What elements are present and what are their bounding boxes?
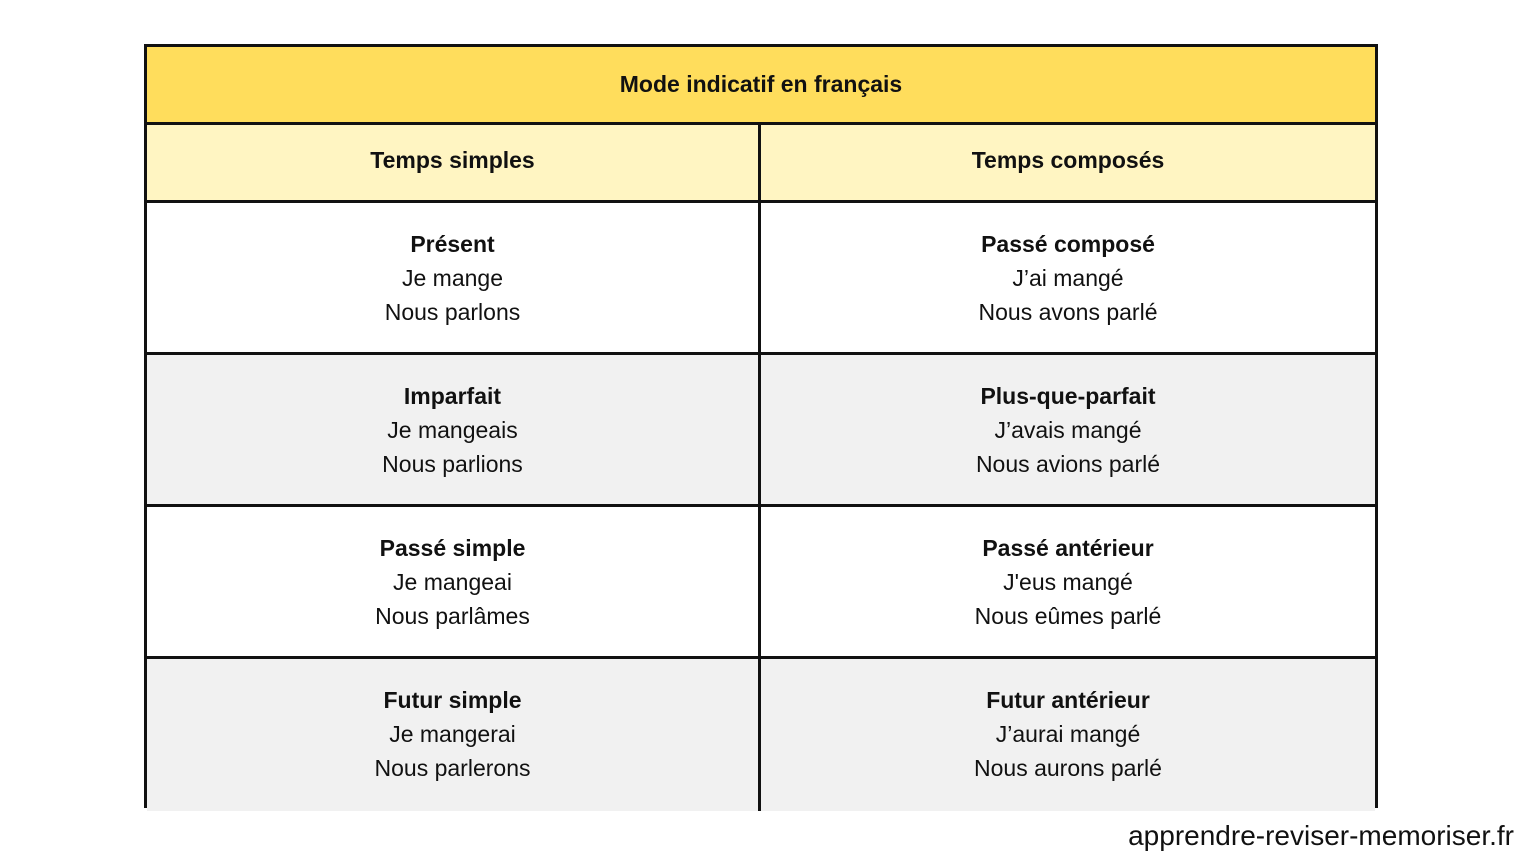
tense-name: Présent bbox=[410, 231, 495, 257]
example-1: Je mangeai bbox=[393, 569, 512, 595]
table-title: Mode indicatif en français bbox=[147, 47, 1375, 125]
example-2: Nous aurons parlé bbox=[974, 755, 1162, 781]
table-cell-simple bbox=[147, 355, 761, 507]
tense-name: Passé composé bbox=[981, 231, 1155, 257]
header-temps-simples: Temps simples bbox=[147, 125, 761, 203]
table-cell-compose bbox=[761, 355, 1375, 507]
tense-name: Passé simple bbox=[379, 535, 526, 561]
site-watermark: apprendre-reviser-memoriser.fr bbox=[1128, 820, 1514, 851]
tense-name: Futur antérieur bbox=[986, 687, 1150, 713]
table-cell-simple bbox=[147, 659, 761, 811]
example-1: Je mange bbox=[401, 265, 503, 291]
example-2: Nous parlâmes bbox=[375, 603, 530, 629]
tense-name: Plus-que-parfait bbox=[980, 383, 1156, 409]
tense-name: Imparfait bbox=[403, 383, 502, 409]
table-cell-compose bbox=[761, 203, 1375, 355]
example-1: J’avais mangé bbox=[994, 417, 1142, 443]
example-2: Nous avons parlé bbox=[978, 299, 1158, 325]
example-2: Nous parlons bbox=[384, 299, 521, 325]
table-cell-compose bbox=[761, 659, 1375, 811]
example-1: Je mangeais bbox=[387, 417, 518, 443]
table-cell-simple bbox=[147, 507, 761, 659]
example-1: Je mangerai bbox=[389, 721, 516, 747]
conjugation-table bbox=[144, 44, 1378, 808]
example-1: J'eus mangé bbox=[1003, 569, 1133, 595]
tense-name: Passé antérieur bbox=[982, 535, 1154, 561]
example-1: J’aurai mangé bbox=[995, 721, 1141, 747]
table-cell-simple bbox=[147, 203, 761, 355]
header-temps-composes: Temps composés bbox=[761, 125, 1375, 203]
example-2: Nous parlions bbox=[382, 451, 523, 477]
example-1: J’ai mangé bbox=[1012, 265, 1124, 291]
example-2: Nous avions parlé bbox=[975, 451, 1161, 477]
table-cell-compose bbox=[761, 507, 1375, 659]
example-2: Nous eûmes parlé bbox=[974, 603, 1162, 629]
tense-name: Futur simple bbox=[383, 687, 522, 713]
example-2: Nous parlerons bbox=[374, 755, 531, 781]
